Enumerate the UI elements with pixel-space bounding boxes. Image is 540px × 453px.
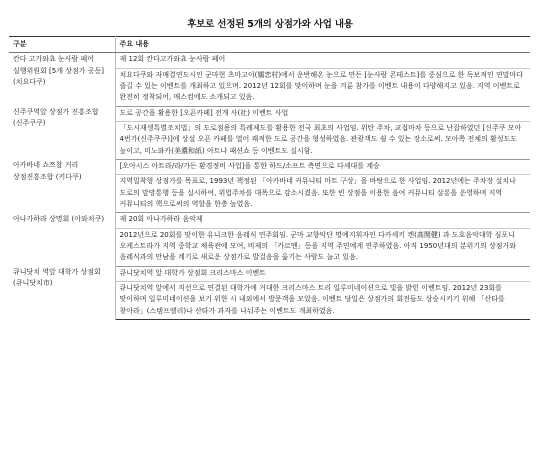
header-category: 구분: [9, 37, 115, 53]
candidates-table: [9, 36, 530, 320]
row-description: 치요다쿠와 자매결연도시인 군마현 츠마고이(嬬恋村)에서 운반해온 눈으로 만든 [눈사람 콘테스트]를 중심으로 한 독보적인 연말마다 즐길 수 있는 이벤트를 개최하고 있으며. 2012년 12회를 맞이하며 눈을 겨룬 참가를 이벤트 내용이 다양해지고 있음. 지역 이벤트로 완전히 정착되어, 매스컴에도 소개되고 있음.: [115, 68, 530, 106]
row-description: 2012년으로 20회를 맞이한 유니크한 음레식 연주회임. 군마 교향악단 명예지휘자인 다카세키 켄(高関健) 과 도호음악대학 심포니 오케스트라가 지역 중학교 체육관에 모여, 비제의 「카르멘」등을 지역 주민에게 연주하였음. 아직 1950년대의 분위기의 상점가와 음레식과의 만남을 계기로 새로운 상점가로 발걸음을 옮기는 사람도 늘고 있음.: [115, 228, 530, 266]
row-organization: 신주쿠역앞 상점가 진흥조합 (신주쿠쿠): [9, 106, 115, 159]
row-event-title: 도로 공간을 활용한 [오픈카페] 전개 사(社) 이벤트 사업: [115, 106, 530, 121]
table-row: [9, 53, 530, 68]
header-content: 주요 내용: [115, 37, 530, 53]
row-organization: 아카바네 쇼쯔찰 거리 상점진흥조합 (키다쿠): [9, 159, 115, 212]
table-row: [9, 106, 530, 121]
table-header-row: [9, 37, 530, 53]
table-row: [9, 159, 530, 174]
row-event-title: 큐니닷치역 앞 대학가 상점회 크리스마스 이벤트: [115, 266, 530, 281]
row-description: 큐니닷치역 앞에서 직선으로 연결된 대학가에 거대한 크리스마스 트리 일루미네이션으로 빛을 밝힌 이벤트임. 2012년 23회를 맞이하며 일루미네이션을 보기 위한 시 내외에서 방문객을 모았음. 이벤트 당일은 상점가의 회전들도 상승시키기 위해 「산타를 찾아라」(스템프랠리)나 산타가 과자를 나눠주는 이벤트도 개최하였음.: [115, 281, 530, 319]
row-event-title: 제 12회 칸다고가와쵸 눈사람 페어: [115, 53, 530, 68]
row-description: 「도시재생특별조치법」의 도로점용의 특례제도를 활용한 전국 최초의 사업임. 위탄 주차, 교접마차 등으로 난잡하였던 [신주쿠 모아 4번가(신주쿠쿠)]에 상설 오픈 카페를 열어 쾌적한 도로 공간을 형성하였음. 관광객도 쉴 수 있는 장소로써. 모아쪽 전체의 활성도도 높이고, 미노와카(美濃和紙) 아트나 패션쇼 등 이벤트도 실시함.: [115, 121, 530, 159]
row-description: 지역밀착형 상점가를 목표로, 1993년 책정된 「아카바네 커뮤니티 마트 구상」을 바탕으로 한 사업임. 2012년에는 주차장 설치나 도로의 말망통행 등을 실시하여, 위법주차를 대폭으로 감소시켰음. 또한 빈 상점을 이용한 음여 커뮤니티 살롱을 운영하며 지역 커뮤니티의 핵으로써의 역할을 한층 높였음.: [115, 175, 530, 213]
table-row: [9, 266, 530, 281]
row-event-title: [오아시스 아트라/라/가든 환경정비 사업]을 통한 하드/소프트 측면으로 다세대를 계승: [115, 159, 530, 174]
table-row: [9, 213, 530, 228]
row-organization: 큐니닷치 역앞 대학가 상점회 (큐니닷치市): [9, 266, 115, 319]
document-title: 후보로 선정된 5개의 상점가와 사업 내용: [187, 19, 353, 30]
row-event-title: 제 20회 아나가하라 음악제: [115, 213, 530, 228]
row-organization: 칸다 고가와쵸 눈사람 페어 실행위원회 [5개 상점가 공동] (치요다쿠): [9, 53, 115, 106]
row-organization: 아나가하라 상명회 (아와치쿠): [9, 213, 115, 266]
